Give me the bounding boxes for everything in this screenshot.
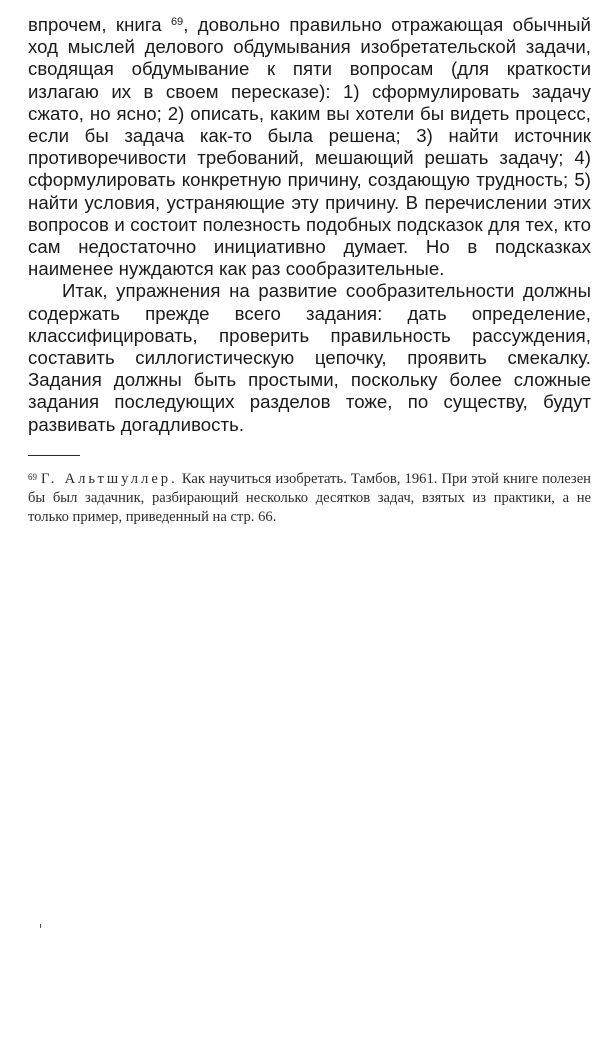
paragraph-1-rest: , довольно правильно отражающая обычный ход мыслей делового обдумывания изобретательской задачи, сводящая обдумывание к пяти вопросам (для краткости излагаю их в своем пересказе): 1) сформулировать задачу сжато, но ясно; 2) описать, каким вы хотели бы видеть процесс, если бы задача как-то была решена; 3) найти источник противоречивости требований, мешающий решать задачу; 4) сформулировать конкретную причину, создающую трудность; 5) найти условия, устраняющие эту причину. В перечислении этих вопросов и состоит полезность подобных подсказок для тех, кто сам недостаточно инициативно думает. Но в подсказках наименее нуждаются как раз сообразительные.	[28, 14, 591, 280]
footnote-text: Как научиться изобретать. Тамбов, 1961. При этой книге полезен бы был задачник, разбирающий несколько десятков задач, взятых из практики, а не только пример, приведенный на стр. 66.	[28, 470, 591, 526]
page-content	[28, 14, 591, 528]
footnote-reference[interactable]: 69	[170, 16, 184, 28]
paragraph-2: Итак, упражнения на развитие сообразительности должны содержать прежде всего задания: дать определение, классифицировать, проверить правильность рассуждения, составить силлогистическую цепочку, проявить смекалку. Задания должны быть простыми, поскольку более сложные задания последующих разделов тоже, по существу, будут развивать догадливость.	[28, 280, 591, 435]
footnote-author: Г. Альтшуллер.	[41, 470, 178, 487]
footnote	[28, 470, 591, 528]
main-text	[28, 14, 591, 436]
paragraph-1-start: впрочем, книга	[28, 14, 171, 35]
footnote-divider	[28, 455, 80, 456]
scan-speck	[40, 924, 41, 928]
footnote-mark: 69	[28, 471, 37, 482]
paragraph-1	[28, 14, 591, 280]
